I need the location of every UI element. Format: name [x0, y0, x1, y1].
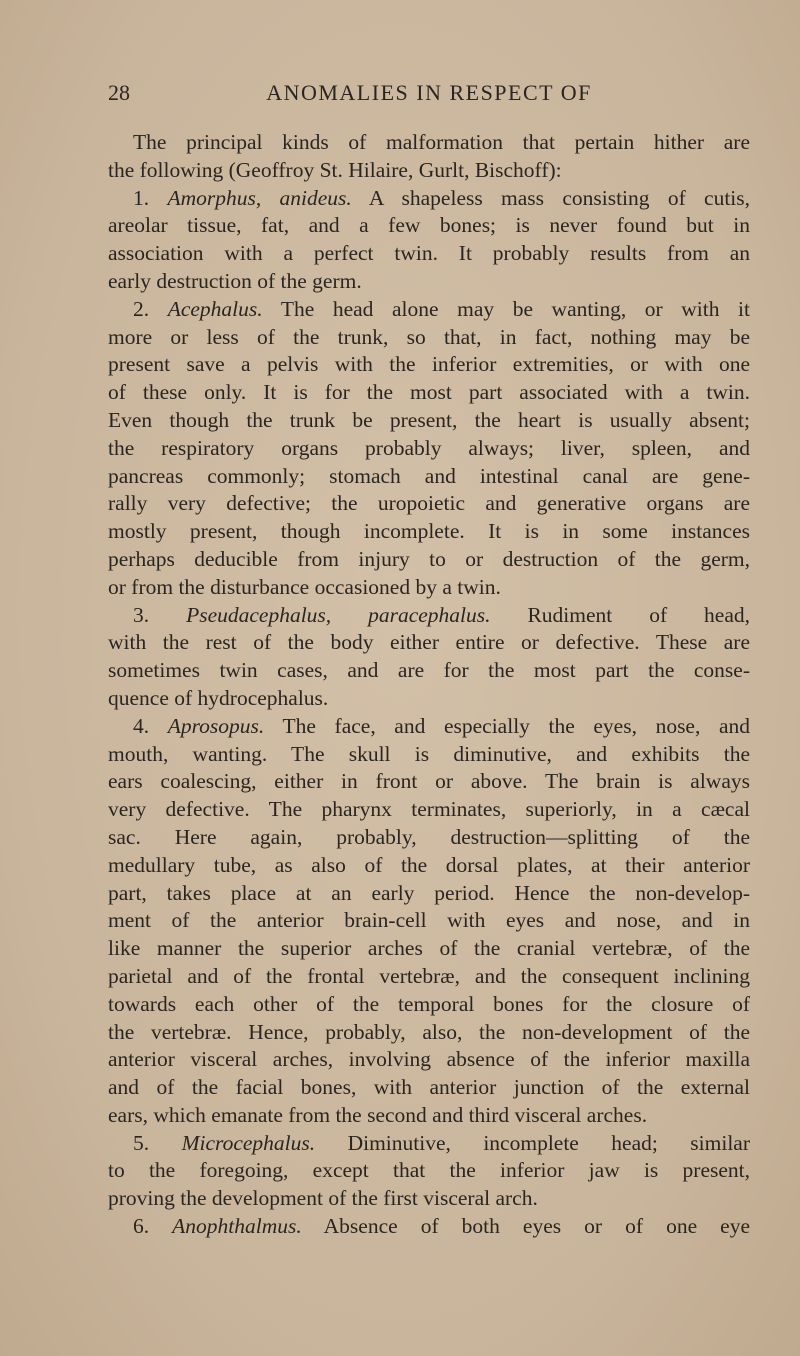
line-text: ment of the anterior brain-cell with eyes and nose, and in: [108, 908, 750, 933]
term-italic: Pseudacephalus, paracephalus.: [186, 602, 491, 627]
line-text: perhaps deducible from injury to or destruction of the germ,: [108, 546, 750, 571]
text-line: [108, 351, 750, 379]
line-text: more or less of the trunk, so that, in fact, nothing may be: [108, 324, 750, 349]
text-line: [108, 1102, 750, 1130]
text-line: [108, 129, 750, 157]
running-title: ANOMALIES IN RESPECT OF: [266, 80, 592, 105]
line-text: quence of hydrocephalus.: [108, 685, 329, 710]
text-line: [108, 518, 750, 546]
line-text: areolar tissue, fat, and a few bones; is never found but in: [108, 213, 750, 238]
line-text: the respiratory organs probably always; liver, spleen, and: [108, 435, 750, 460]
text-line: [108, 629, 750, 657]
text-line: [108, 463, 750, 491]
text-line: [108, 490, 750, 518]
line-text: mostly present, though incomplete. It is in some instances: [108, 519, 750, 544]
term-italic: Microcephalus.: [181, 1130, 316, 1155]
line-text: ears coalescing, either in front or above. The brain is always: [108, 769, 750, 794]
text-line: [108, 852, 750, 880]
line-text: like manner the superior arches of the cranial vertebræ, of the: [108, 936, 750, 961]
line-text: to the foregoing, except that the inferior jaw is present,: [108, 1158, 750, 1183]
line-text: early destruction of the germ.: [108, 268, 362, 293]
item-number: 3.: [133, 602, 187, 627]
text-line: [108, 212, 750, 240]
text-line: [108, 602, 750, 630]
line-text: mouth, wanting. The skull is diminutive, and exhibits the: [108, 741, 750, 766]
line-text: The principal kinds of malformation that pertain hither are: [133, 130, 750, 154]
text-line: [108, 796, 750, 824]
text-line: [108, 1046, 750, 1074]
line-text: Rudiment of head,: [490, 602, 750, 627]
line-text: with the rest of the body either entire or defective. These are: [108, 630, 750, 655]
line-text: association with a perfect twin. It probably results from an: [108, 241, 750, 266]
line-text: towards each other of the temporal bones for the closure of: [108, 991, 750, 1016]
text-line: [108, 324, 750, 352]
text-line: [108, 768, 750, 796]
text-line: [108, 268, 750, 296]
page-number: 28: [108, 80, 130, 105]
item-number: 4.: [133, 713, 168, 738]
text-line: [108, 296, 750, 324]
line-text: The face, and especially the eyes, nose, and: [264, 713, 751, 738]
text-line: [108, 157, 750, 185]
text-line: [108, 574, 750, 602]
line-text: the vertebræ. Hence, probably, also, the non-development of the: [108, 1019, 750, 1044]
line-text: anterior visceral arches, involving absence of the inferior maxilla: [108, 1047, 750, 1072]
line-text: and of the facial bones, with anterior junction of the external: [108, 1075, 750, 1100]
line-text: proving the development of the first visceral arch.: [108, 1186, 538, 1211]
line-text: part, takes place at an early period. Hence the non-develop-: [108, 880, 750, 905]
text-line: [108, 407, 750, 435]
item-number: 1.: [133, 185, 168, 210]
line-text: present save a pelvis with the inferior extremities, or with one: [108, 352, 750, 377]
item-number: 2.: [133, 296, 168, 321]
text-line: [108, 1213, 750, 1241]
line-text: ears, which emanate from the second and third visceral arches.: [108, 1102, 648, 1127]
text-line: [108, 657, 750, 685]
text-line: [108, 907, 750, 935]
term-italic: Amorphus, anideus.: [167, 185, 352, 210]
line-text: sometimes twin cases, and are for the most part the conse-: [108, 658, 750, 683]
text-line: [108, 824, 750, 852]
term-italic: Aprosopus.: [167, 713, 265, 738]
page-body-text: [108, 129, 750, 1241]
line-text: The head alone may be wanting, or with it: [262, 296, 750, 321]
text-line: [108, 1157, 750, 1185]
line-text: Diminutive, incomplete head; similar: [315, 1130, 751, 1155]
text-line: [108, 379, 750, 407]
line-text: medullary tube, as also of the dorsal plates, at their anterior: [108, 852, 750, 877]
text-line: [108, 1130, 750, 1158]
line-text: of these only. It is for the most part associated with a twin.: [108, 380, 750, 405]
item-number: 6.: [133, 1214, 173, 1239]
text-line: [108, 685, 750, 713]
text-line: [108, 935, 750, 963]
line-text: the following (Geoffroy St. Hilaire, Gurlt, Bischoff):: [108, 157, 562, 182]
line-text: Even though the trunk be present, the heart is usually absent;: [108, 407, 750, 432]
text-line: [108, 880, 750, 908]
text-line: [108, 1019, 750, 1047]
line-text: A shapeless mass consisting of cutis,: [351, 185, 751, 210]
text-line: [108, 991, 750, 1019]
line-text: parietal and of the frontal vertebræ, and the consequent inclining: [108, 963, 750, 988]
text-line: [108, 741, 750, 769]
text-line: [108, 1074, 750, 1102]
term-italic: Acephalus.: [167, 296, 263, 321]
line-text: or from the disturbance occasioned by a twin.: [108, 574, 501, 599]
line-text: sac. Here again, probably, destruction—splitting of the: [108, 824, 750, 849]
text-line: [108, 963, 750, 991]
text-line: [108, 546, 750, 574]
line-text: pancreas commonly; stomach and intestinal canal are gene-: [108, 463, 750, 488]
item-number: 5.: [133, 1130, 182, 1155]
line-text: very defective. The pharynx terminates, superiorly, in a cæcal: [108, 797, 750, 822]
text-line: [108, 240, 750, 268]
line-text: Absence of both eyes or of one eye: [301, 1214, 750, 1239]
text-line: [108, 435, 750, 463]
text-line: [108, 185, 750, 213]
text-line: [108, 1185, 750, 1213]
line-text: rally very defective; the uropoietic and generative organs are: [108, 491, 750, 516]
term-italic: Anophthalmus.: [172, 1214, 302, 1239]
running-header: [108, 80, 750, 110]
text-line: [108, 713, 750, 741]
